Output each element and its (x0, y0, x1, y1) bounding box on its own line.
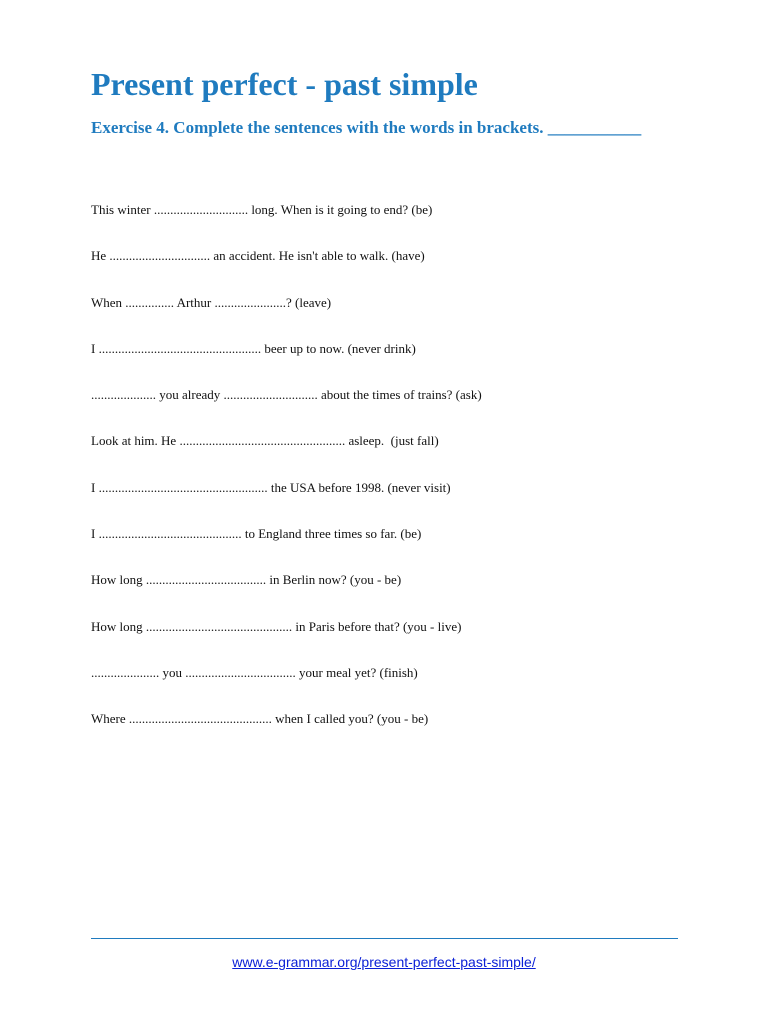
exercise-heading: Exercise 4. Complete the sentences with the words in brackets. ___________ (91, 118, 642, 137)
footer-divider (91, 938, 678, 939)
sentence-item: ..................... you .................................. your meal yet? (finish) (91, 664, 418, 680)
sentence-item: He ............................... an accident. He isn't able to walk. (have) (91, 248, 425, 264)
sentence-list (91, 201, 691, 757)
sentence-item: Look at him. He ................................................... asleep. (just fall) (91, 433, 439, 449)
sentence-item: I ............................................ to England three times so far. (be) (91, 526, 422, 542)
footer-link[interactable]: www.e-grammar.org/present-perfect-past-simple/ (232, 954, 536, 970)
sentence-item: .................... you already ............................. about the times of trains? (ask) (91, 387, 482, 403)
sentence-item: I .................................................. beer up to now. (never drink) (91, 340, 416, 356)
sentence-item: How long ............................................. in Paris before that? (you - live) (91, 618, 462, 634)
page-title: Present perfect - past simple (91, 66, 478, 102)
sentence-item: When ............... Arthur ......................? (leave) (91, 294, 332, 310)
sentence-item: How long ..................................... in Berlin now? (you - be) (91, 572, 402, 588)
sentence-item: I .................................................... the USA before 1998. (never visit) (91, 479, 451, 495)
sentence-item: Where ............................................ when I called you? (you - be) (91, 711, 429, 727)
sentence-item: This winter ............................. long. When is it going to end? (be) (91, 202, 433, 217)
